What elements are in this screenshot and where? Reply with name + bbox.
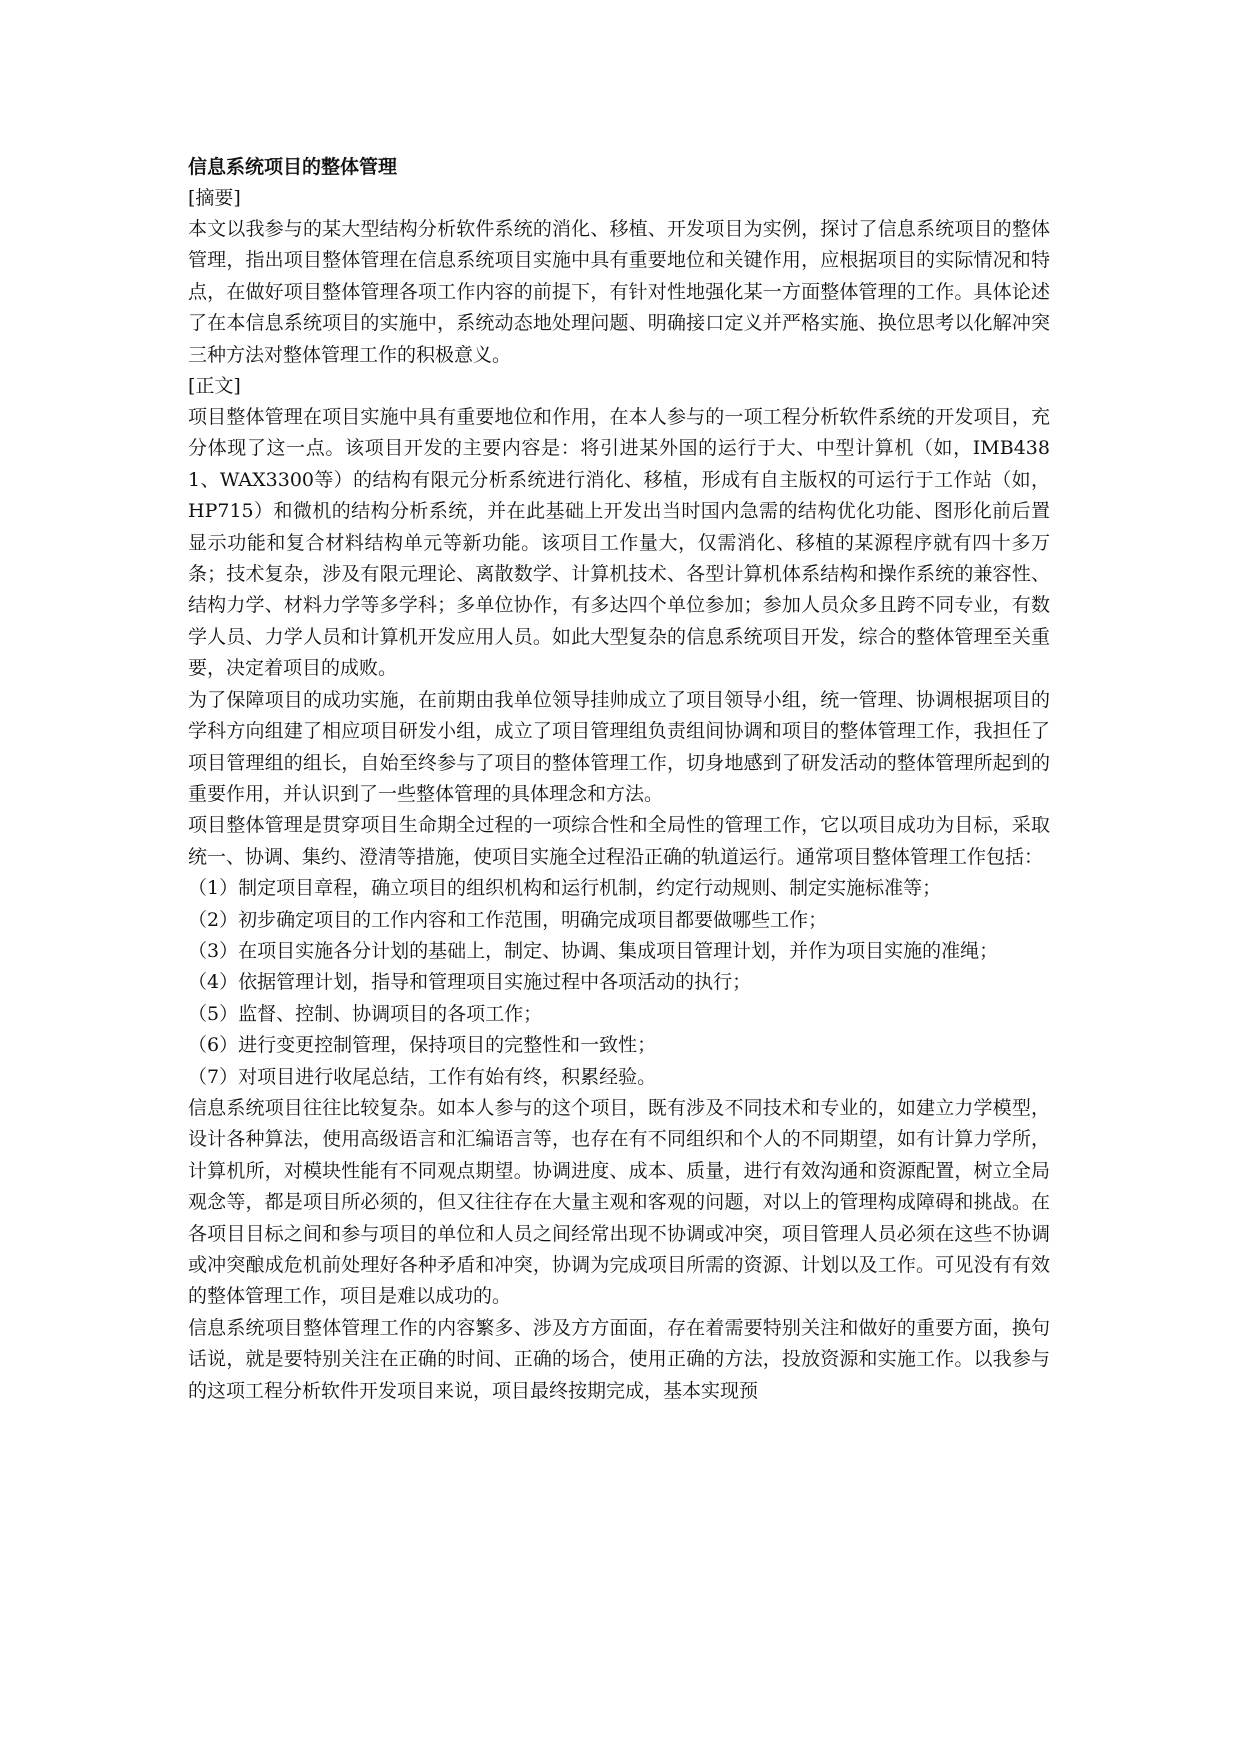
list-item: （4）依据管理计划，指导和管理项目实施过程中各项活动的执行； bbox=[188, 971, 752, 994]
list-item: （1）制定项目章程，确立项目的组织机构和运行机制，约定行动规则、制定实施标准等； bbox=[188, 877, 942, 900]
list-item: （3）在项目实施各分计划的基础上，制定、协调、集成项目管理计划，并作为项目实施的准绳； bbox=[188, 939, 999, 962]
body-paragraph: 为了保障项目的成功实施，在前期由我单位领导挂帅成立了项目领导小组，统一管理、协调根据项目的学科方向组建了相应项目研发小组，成立了项目管理组负责组间协调和项目的整体管理工作，我担任了项目管理组的组长，自始至终参与了项目的整体管理工作，切身地感到了研发活动的整体管理所起到的重要作用，并认识到了一些整体管理的具体理念和方法。 bbox=[188, 688, 1050, 805]
body-paragraph: 信息系统项目整体管理工作的内容繁多、涉及方方面面，存在着需要特别关注和做好的重要方面，换句话说，就是要特别关注在正确的时间、正确的场合，使用正确的方法，投放资源和实施工作。以我参与的这项工程分析软件开发项目来说，项目最终按期完成，基本实现预 bbox=[188, 1316, 1050, 1402]
document-title: 信息系统项目的整体管理 bbox=[188, 156, 398, 178]
body-label: [正文] bbox=[188, 375, 241, 398]
document-page bbox=[188, 152, 1050, 1407]
abstract-label: [摘要] bbox=[188, 187, 241, 209]
management-task-list bbox=[188, 873, 1050, 1093]
list-item: （7）对项目进行收尾总结，工作有始有终，积累经验。 bbox=[188, 1065, 657, 1088]
body-paragraph: 项目整体管理是贯穿项目生命期全过程的一项综合性和全局性的管理工作，它以项目成功为目标，采取统一、协调、集约、澄清等措施，使项目实施全过程沿正确的轨道运行。通常项目整体管理工作包括： bbox=[188, 814, 1050, 868]
list-item: （5）监督、控制、协调项目的各项工作； bbox=[188, 1002, 543, 1025]
abstract-paragraph: 本文以我参与的某大型结构分析软件系统的消化、移植、开发项目为实例，探讨了信息系统项目的整体管理，指出项目整体管理在信息系统项目实施中具有重要地位和关键作用，应根据项目的实际情况和特点，在做好项目整体管理各项工作内容的前提下，有针对性地强化某一方面整体管理的工作。具体论述了在本信息系统项目的实施中，系统动态地处理问题、明确接口定义并严格实施、换位思考以化解冲突三种方法对整体管理工作的积极意义。 bbox=[188, 218, 1050, 366]
list-item: （2）初步确定项目的工作内容和工作范围，明确完成项目都要做哪些工作； bbox=[188, 908, 828, 931]
list-item: （6）进行变更控制管理，保持项目的完整性和一致性； bbox=[188, 1034, 657, 1057]
body-paragraph: 信息系统项目往往比较复杂。如本人参与的这个项目，既有涉及不同技术和专业的，如建立力学模型，设计各种算法，使用高级语言和汇编语言等，也存在有不同组织和个人的不同期望，如有计算力学所，计算机所，对模块性能有不同观点期望。协调进度、成本、质量，进行有效沟通和资源配置，树立全局观念等，都是项目所必须的，但又往往存在大量主观和客观的问题，对以上的管理构成障碍和挑战。在各项目目标之间和参与项目的单位和人员之间经常出现不协调或冲突，项目管理人员必须在这些不协调或冲突酿成危机前处理好各种矛盾和冲突，协调为完成项目所需的资源、计划以及工作。可见没有有效的整体管理工作，项目是难以成功的。 bbox=[188, 1096, 1050, 1308]
body-paragraph: 项目整体管理在项目实施中具有重要地位和作用，在本人参与的一项工程分析软件系统的开发项目，充分体现了这一点。该项目开发的主要内容是：将引进某外国的运行于大、中型计算机（如，IMB4381、WAX3300等）的结构有限元分析系统进行消化、移植，形成有自主版权的可运行于工作站（如，HP715）和微机的结构分析系统，并在此基础上开发出当时国内急需的结构优化功能、图形化前后置显示功能和复合材料结构单元等新功能。该项目工作量大，仅需消化、移植的某源程序就有四十多万条；技术复杂，涉及有限元理论、离散数学、计算机技术、各型计算机体系结构和操作系统的兼容性、结构力学、材料力学等多学科；多单位协作，有多达四个单位参加；参加人员众多且跨不同专业，有数学人员、力学人员和计算机开发应用人员。如此大型复杂的信息系统项目开发，综合的整体管理至关重要，决定着项目的成败。 bbox=[188, 406, 1050, 680]
